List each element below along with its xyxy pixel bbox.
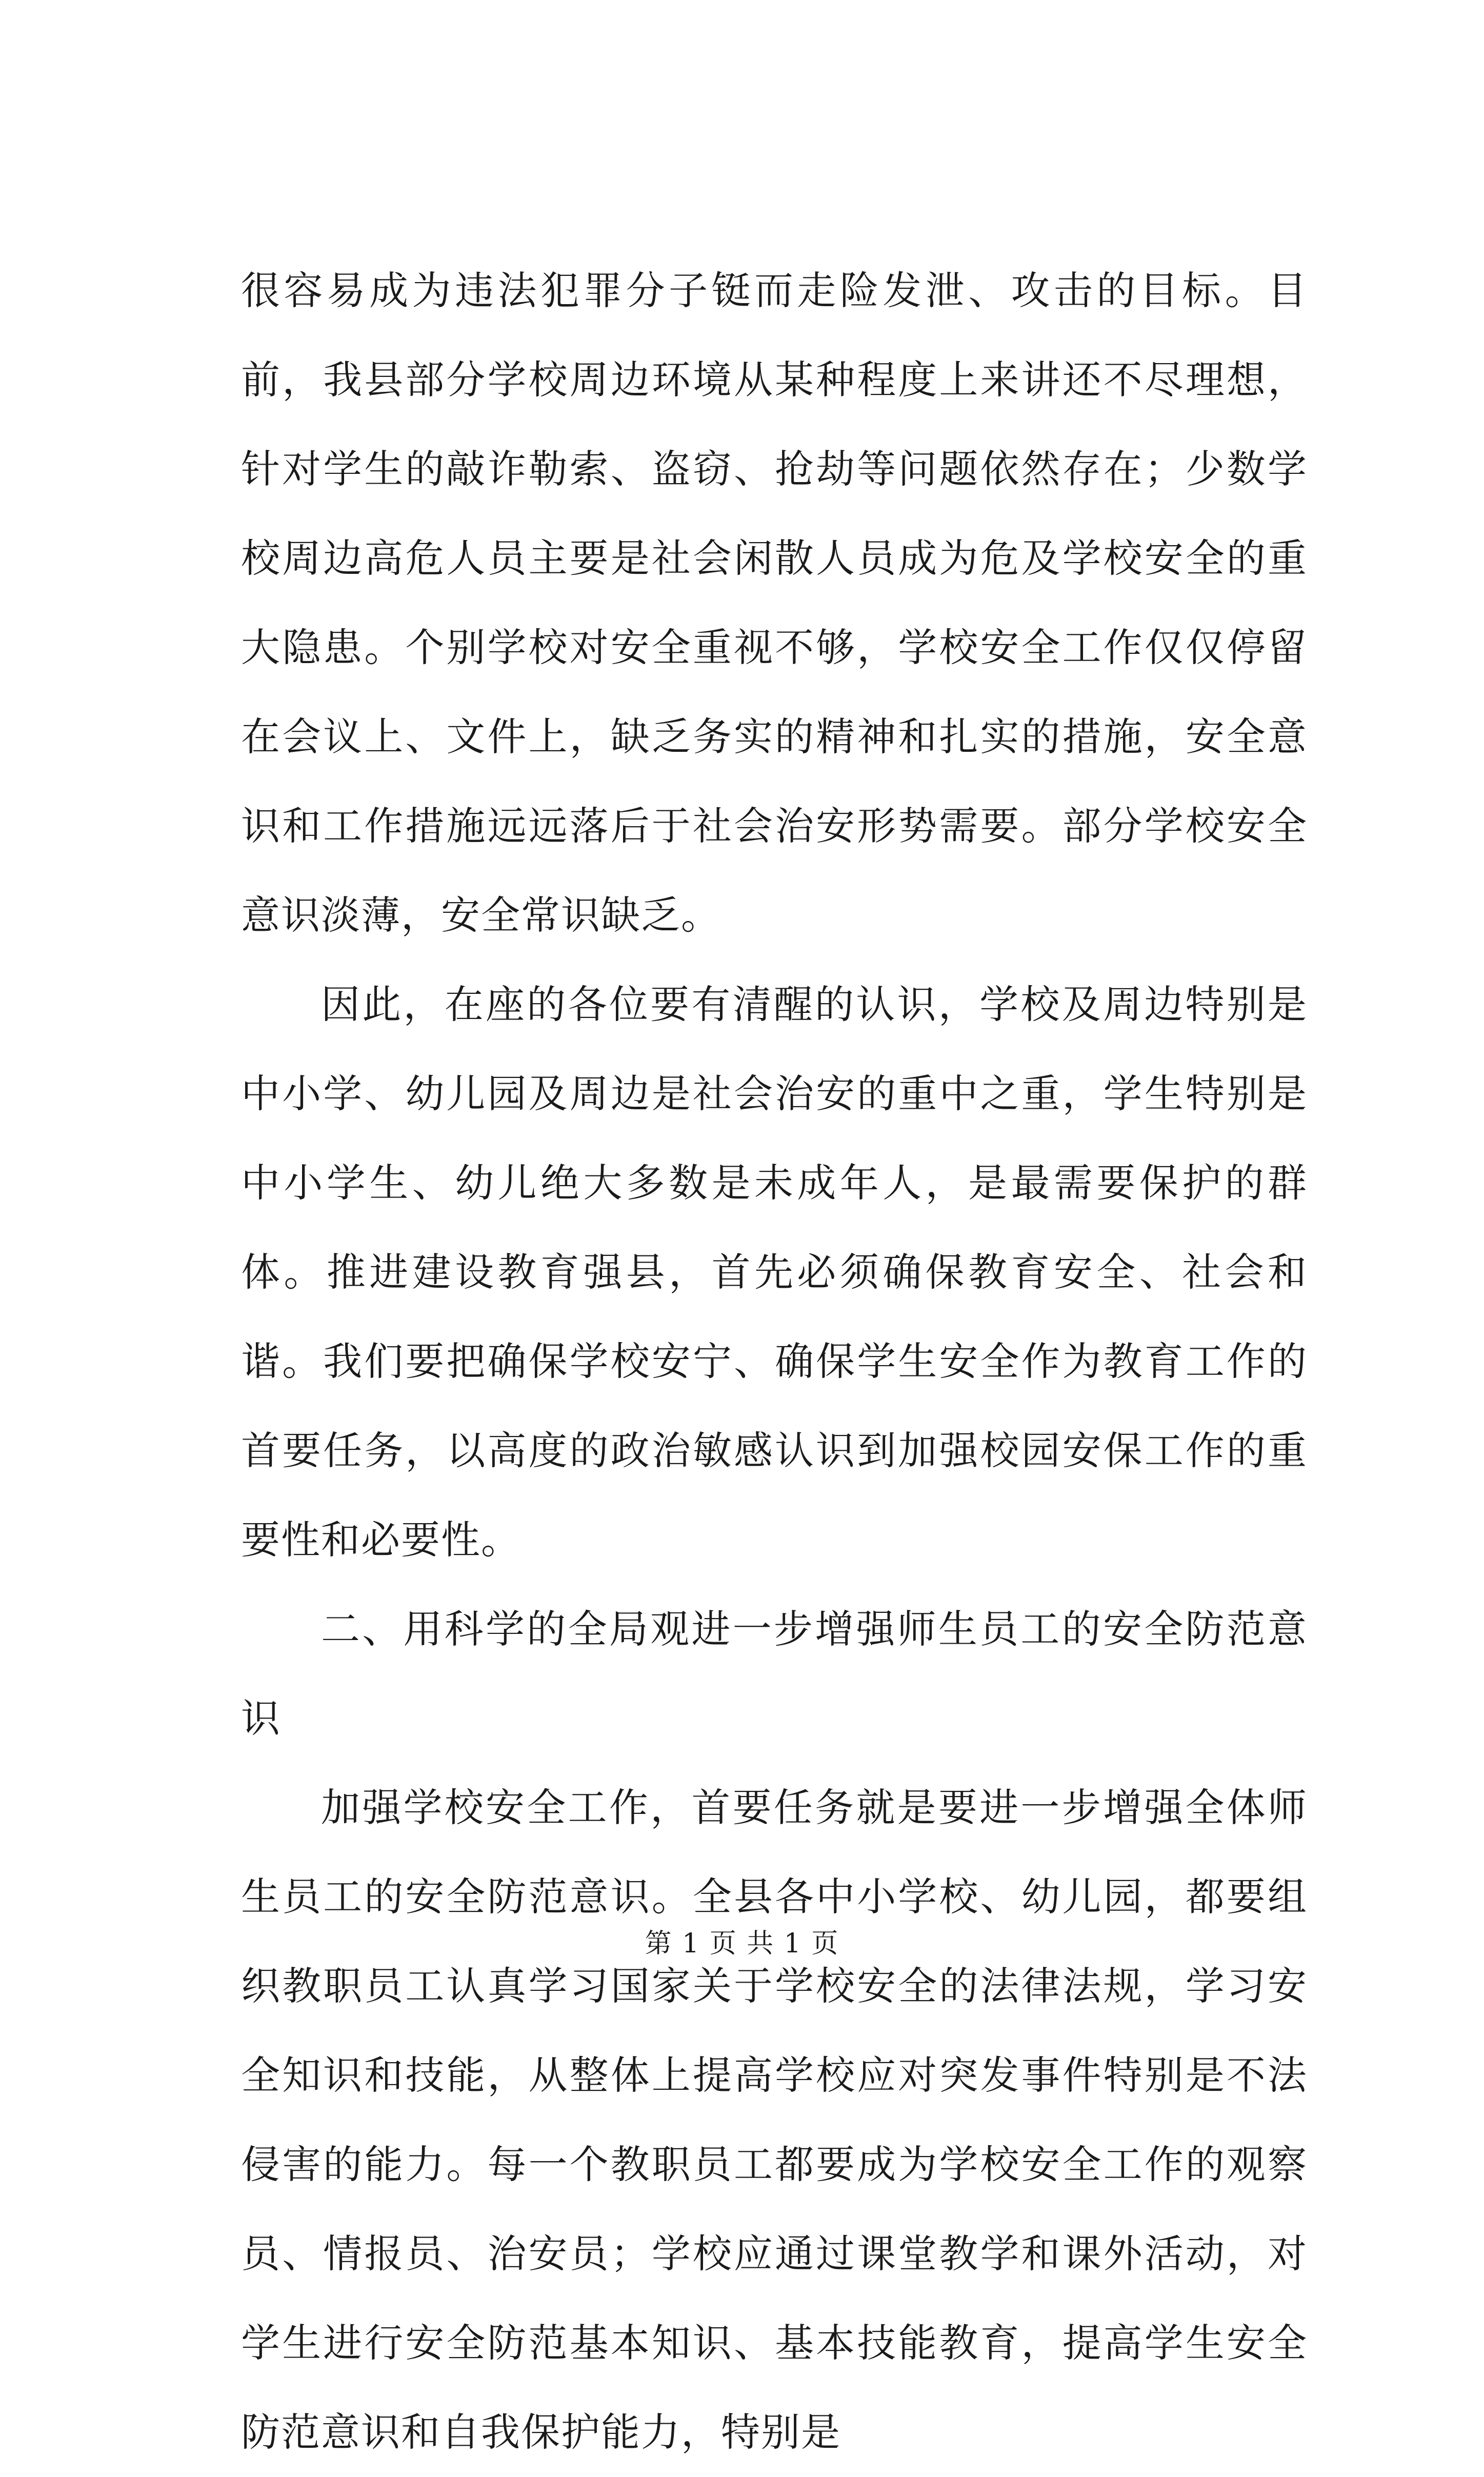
paragraph-1: 很容易成为违法犯罪分子铤而走险发泄、攻击的目标。目前，我县部分学校周边环境从某种程度上来讲还不尽理想，针对学生的敲诈勒索、盗窃、抢劫等问题依然存在；少数学校周边高危人员主要是社会闲散人员成为危及学校安全的重大隐患。个别学校对安全重视不够，学校安全工作仅仅停留在会议上、文件上，缺乏务实的精神和扎实的措施，安全意识和工作措施远远落后于社会治安形势需要。部分学校安全意识淡薄，安全常识缺乏。: [241, 268, 1308, 938]
document-body: [241, 246, 1308, 2477]
section-heading: 二、用科学的全局观进一步增强师生员工的安全防范意识: [241, 1606, 1308, 1741]
paragraph-3: 加强学校安全工作，首要任务就是要进一步增强全体师生员工的安全防范意识。全县各中小学校、幼儿园，都要组织教职员工认真学习国家关于学校安全的法律法规，学习安全知识和技能，从整体上提高学校应对突发事件特别是不法侵害的能力。每一个教职员工都要成为学校安全工作的观察员、情报员、治安员；学校应通过课堂教学和课外活动，对学生进行安全防范基本知识、基本技能教育，提高学生安全防范意识和自我保护能力，特别是: [241, 1785, 1308, 2455]
paragraph-2: 因此，在座的各位要有清醒的认识，学校及周边特别是中小学、幼儿园及周边是社会治安的重中之重，学生特别是中小学生、幼儿绝大多数是未成年人，是最需要保护的群体。推进建设教育强县，首先必须确保教育安全、社会和谐。我们要把确保学校安宁、确保学生安全作为教育工作的首要任务，以高度的政治敏感认识到加强校园安保工作的重要性和必要性。: [241, 982, 1308, 1563]
page-footer: 第 1 页 共 1 页: [645, 1928, 839, 1959]
